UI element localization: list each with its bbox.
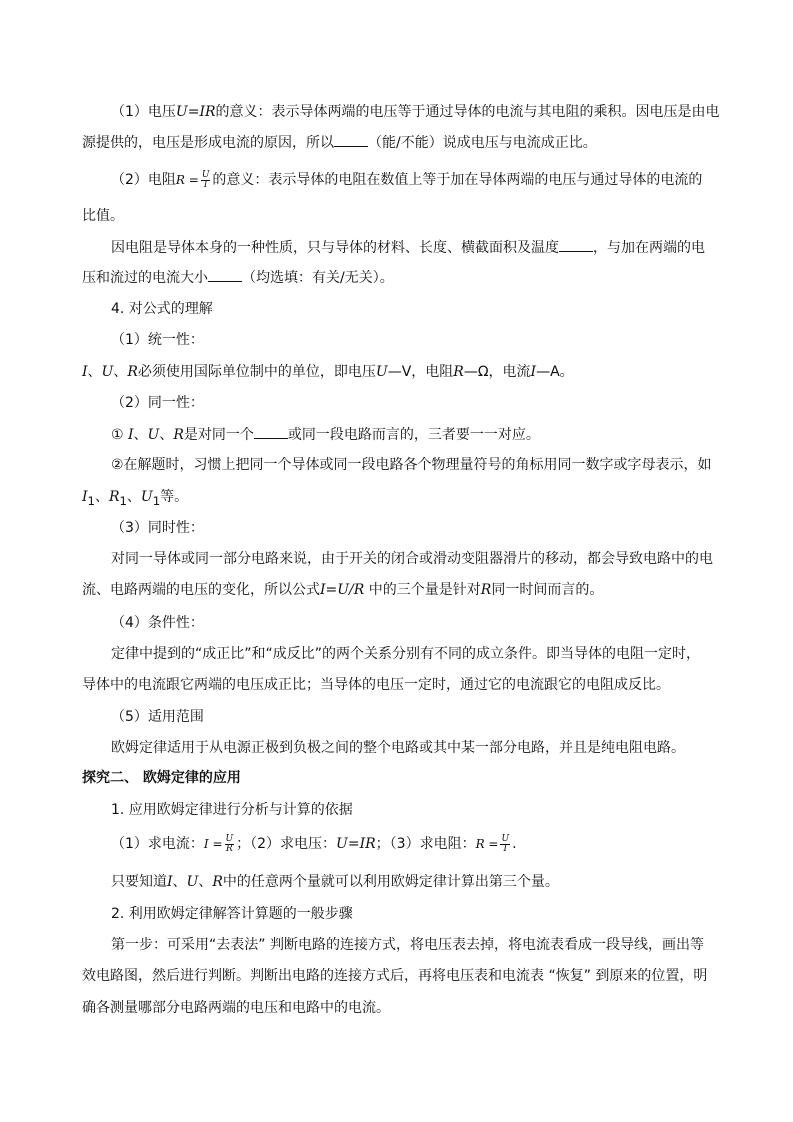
simultaneity-text-1: 对同一导体或同一部分电路来说，由于开关的闭合或滑动变阻器滑片的移动，都会导致电路中的电 [111, 551, 713, 567]
formula-lhs: I = [203, 837, 223, 851]
fill-blank[interactable] [559, 239, 593, 252]
text: 、 [113, 364, 128, 380]
symbol-i: I [82, 489, 88, 505]
resistance-meaning-line-1 [111, 170, 702, 190]
symbol-u: U [375, 364, 388, 380]
circled-number-1: ① [111, 427, 124, 443]
denominator: R [225, 843, 233, 854]
application-basis-title: 1. 应用欧姆定律进行分析与计算的依据 [111, 802, 353, 818]
step-1-text-3: 确各测量哪部分电路两端的电压和电路中的电流。 [82, 1000, 390, 1016]
text: —V，电阻 [387, 364, 454, 380]
text: 、 [172, 874, 187, 890]
uniformity-title: （1）统一性： [111, 332, 204, 348]
section-heading-2: 探究二、 欧姆定律的应用 [82, 770, 241, 786]
condition-title: （4）条件性： [111, 615, 204, 631]
text: 中的三个量是针对 [364, 582, 481, 598]
fill-blank[interactable] [334, 134, 368, 147]
condition-text-1: 定律中提到的“成正比”和“成反比”的两个关系分别有不同的成立条件。即当导体的电阻一定时， [111, 646, 701, 662]
fraction-u-over-r [225, 835, 235, 854]
subscript: 1 [87, 493, 95, 508]
denominator: I [203, 179, 208, 190]
symbol-r: R [453, 364, 464, 380]
scope-text: 欧姆定律适用于从电源正极到负极之间的整个电路或其中某一部分电路，并且是纯电阻电路。 [111, 740, 685, 756]
condition-text-2: 导体中的电流跟它两端的电压成正比；当导体的电压一定时，通过它的电流跟它的电阻成反比。 [82, 677, 670, 693]
symbol-i: I [128, 427, 134, 443]
text: 比值。 [82, 208, 124, 224]
text: 、 [87, 364, 102, 380]
symbol-u: U [101, 364, 114, 380]
resistance-property-line-2 [82, 268, 394, 288]
simultaneity-text-2 [82, 580, 603, 600]
identity-point-2 [111, 455, 712, 475]
text: （1）电压 [111, 104, 176, 120]
section-4-title: 4. 对公式的理解 [111, 301, 213, 317]
text: ，与加在两端的电 [593, 240, 705, 256]
step-1-text-2: 效电路图，然后进行判断。判断出电路的连接方式后，再将电压表和电流表 “恢复” 到原来的位置，明 [82, 968, 708, 984]
text: —A。 [536, 364, 574, 380]
formula-i-u-r: I=U/R [320, 582, 365, 598]
resistance-meaning-line-2 [82, 206, 124, 226]
text: . [512, 836, 517, 852]
numerator: U [501, 833, 510, 844]
text: 只要知道 [111, 874, 167, 890]
fraction-u-over-i [500, 835, 510, 854]
text: 必须使用国际单位制中的单位，即电压 [137, 364, 376, 380]
text: ②在解题时，习惯上把同一个导体或同一段电路各个物理量符号的角标用同一数字或字母表示，如 [111, 457, 712, 473]
symbol-i: I [530, 364, 537, 380]
symbol-r: R [108, 489, 120, 505]
symbol-i: I [82, 364, 88, 380]
text: 中的任意两个量就可以利用欧姆定律计算出第三个量。 [222, 874, 559, 890]
symbol-i: I [167, 874, 173, 890]
subscript: 1 [119, 493, 127, 508]
formula-lhs: R = [175, 173, 199, 187]
formulas-line [111, 834, 517, 854]
text: 、 [126, 489, 141, 505]
scope-title: （5）适用范围 [111, 709, 204, 725]
fill-blank[interactable] [254, 426, 288, 439]
text: 的意义：表示导体的电阻在数值上等于加在导体两端的电压与通过导体的电流的 [212, 172, 703, 188]
text: 、 [159, 427, 174, 443]
formula-u-ir: U=IR [175, 104, 216, 120]
symbol-u: U [186, 874, 199, 890]
text: 源提供的，电压是形成电流的原因，所以 [82, 135, 334, 151]
text: 是对同一个 [183, 427, 254, 443]
symbol-r: R [480, 582, 492, 598]
text: 同一时间而言的。 [491, 582, 604, 598]
text: ；（2）求电压： [236, 836, 337, 852]
subscript: 1 [152, 493, 161, 508]
text: 或同一段电路而言的，三者要一一对应。 [287, 427, 540, 443]
text: 、 [94, 489, 109, 505]
identity-title: （2）同一性： [111, 395, 204, 411]
any-two-quantities-line [111, 872, 559, 892]
resistance-property-line-1 [111, 238, 705, 258]
numerator: U [201, 169, 210, 180]
formula-u-ir: U=IR [336, 836, 376, 852]
voltage-meaning-line-2 [82, 133, 597, 153]
text: 压和流过的电流大小 [82, 270, 208, 286]
symbol-r: R [127, 364, 138, 380]
symbol-r: R [173, 427, 184, 443]
text: 等。 [160, 489, 189, 505]
fill-blank[interactable] [208, 269, 242, 282]
voltage-meaning-line-1 [111, 102, 720, 122]
text: —Ω，电流 [463, 364, 531, 380]
text: （2）电阻 [111, 172, 176, 188]
text: 流、电路两端的电压的变化，所以公式 [82, 582, 320, 598]
text: 的意义：表示导体两端的电压等于通过导体的电流与其电阻的乘积。因电压是由电 [215, 104, 720, 120]
symbol-u: U [147, 427, 160, 443]
text: （均选填：有关/无关）。 [242, 270, 394, 286]
uniformity-text [82, 362, 574, 382]
steps-title: 2. 利用欧姆定律解答计算题的一般步骤 [111, 906, 353, 922]
identity-point-2-cont [82, 487, 188, 511]
text: （1）求电流： [111, 836, 204, 852]
text: 、 [133, 427, 148, 443]
text: （能/不能）说成电压与电流成正比。 [368, 135, 597, 151]
denominator: I [503, 843, 508, 854]
text: 、 [198, 874, 213, 890]
text: 因电阻是导体本身的一种性质，只与导体的材料、长度、横截面积及温度 [111, 240, 559, 256]
symbol-r: R [212, 874, 223, 890]
step-1-text-1: 第一步：可采用“去表法” 判断电路的连接方式，将电压表去掉，将电流表看成一段导线，画出等 [111, 937, 704, 953]
formula-lhs: R = [475, 837, 499, 851]
text: ；（3）求电阻： [375, 836, 476, 852]
symbol-u: U [140, 489, 153, 505]
identity-point-1 [111, 425, 540, 445]
fraction-u-over-i [201, 171, 211, 190]
simultaneity-title: （3）同时性： [111, 520, 204, 536]
numerator: U [225, 833, 234, 844]
